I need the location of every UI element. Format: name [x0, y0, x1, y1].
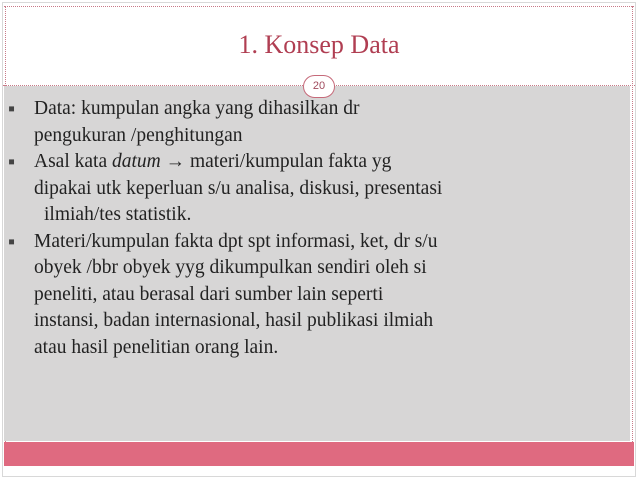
- right-dotted-line: [632, 6, 633, 442]
- bullet-item: [8, 149, 616, 229]
- content-area: [4, 86, 630, 441]
- bullet-item: [8, 229, 616, 362]
- bullet-icon: ▪: [8, 98, 16, 120]
- page-number-badge: 20: [303, 75, 335, 98]
- bullet-icon: ▪: [8, 230, 16, 253]
- bullet-line: atau hasil penelitian orang lain.: [34, 336, 279, 358]
- bullet-icon: ▪: [8, 151, 16, 173]
- bullet-prefix: Asal kata: [34, 151, 108, 172]
- bullet-line: dipakai utk keperluan s/u analisa, diskusi, presentasi: [34, 177, 443, 199]
- right-arrow-icon: →: [165, 151, 186, 172]
- bullet-list: [8, 96, 616, 361]
- bullet-line: instansi, badan internasional, hasil publikasi ilmiah: [34, 310, 434, 331]
- bullet-italic-term: datum: [111, 151, 161, 172]
- bullet-line: peneliti, atau berasal dari sumber lain seperti: [34, 283, 384, 305]
- bullet-rest: materi/kumpulan fakta yg: [189, 151, 392, 172]
- footer-bar: [4, 442, 634, 466]
- bullet-line: ilmiah/tes statistik.: [44, 204, 192, 225]
- bullet-continuation: pengukuran /penghitungan: [34, 124, 243, 146]
- bullet-line: obyek /bbr obyek yyg dikumpulkan sendiri oleh si: [34, 257, 427, 278]
- bullet-text: Materi/kumpulan fakta dpt spt informasi, ket, dr s/u: [34, 230, 438, 252]
- bullet-text: Data: kumpulan angka yang dihasilkan dr: [34, 98, 360, 119]
- slide-title: 1. Konsep Data: [238, 30, 400, 59]
- bullet-item: [8, 96, 616, 149]
- top-dotted-line: [4, 6, 634, 7]
